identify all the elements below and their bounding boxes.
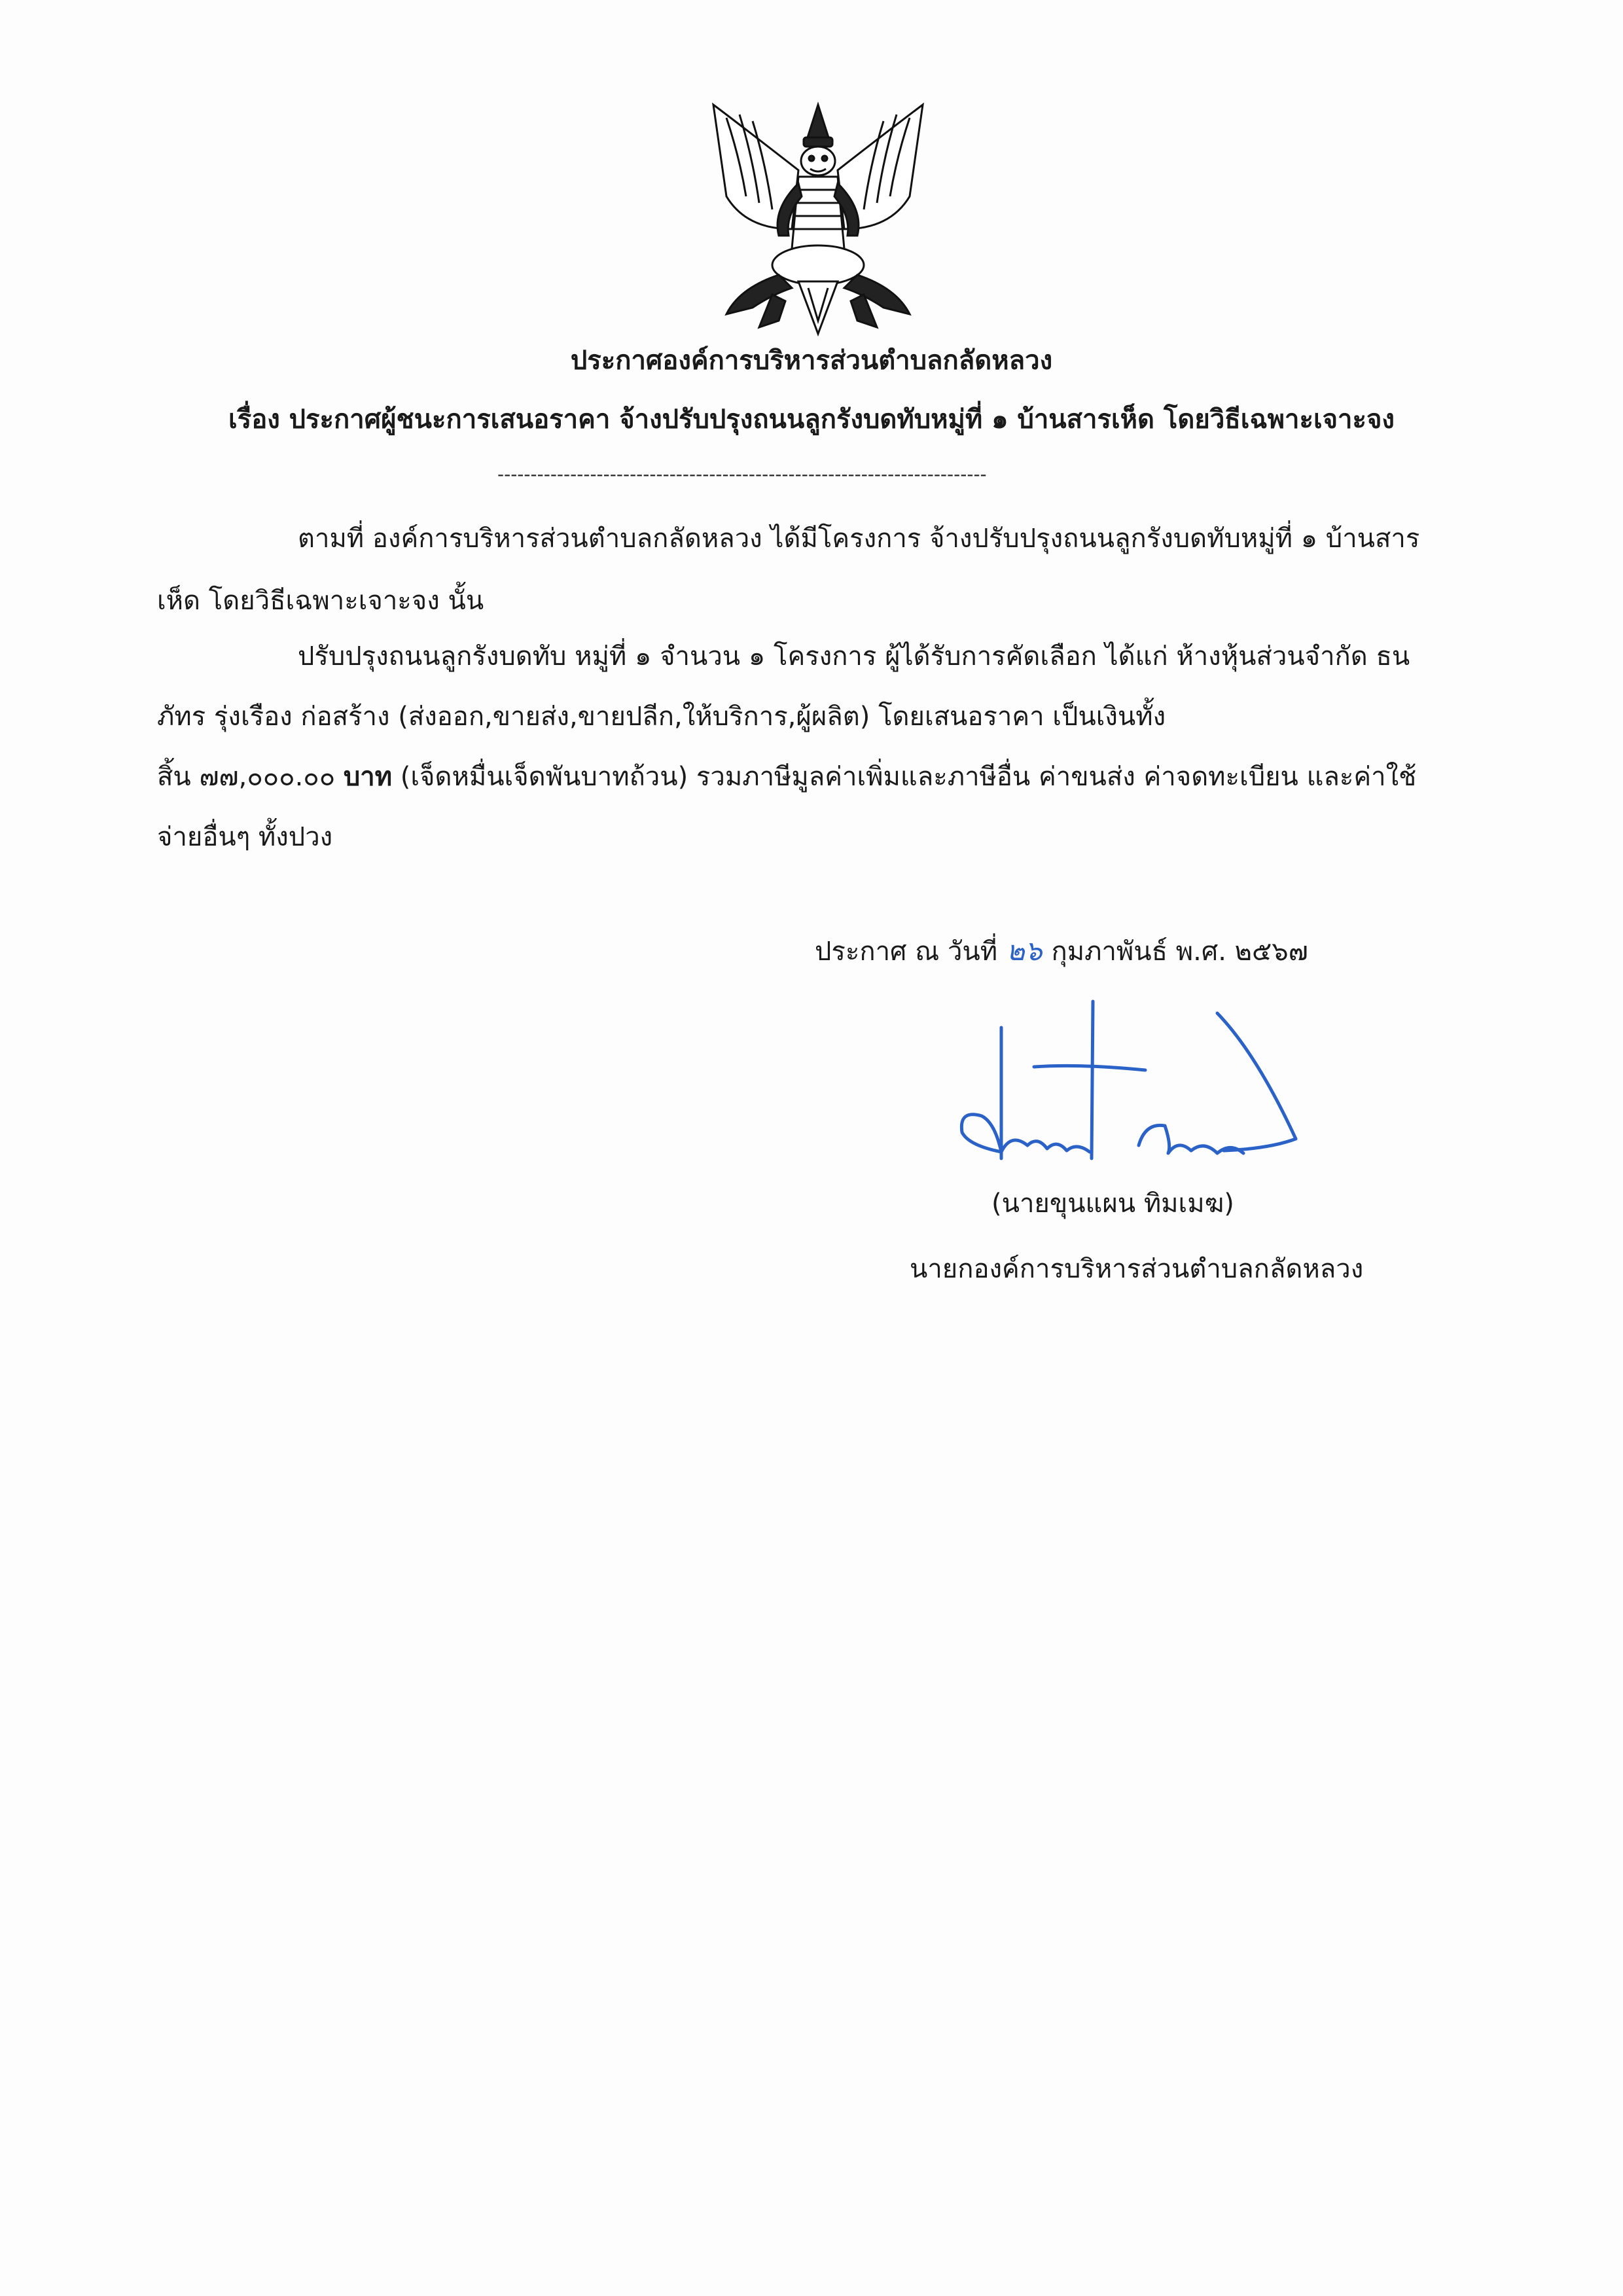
document-title: ประกาศองค์การบริหารส่วนตำบลกลัดหลวง (570, 346, 1053, 376)
document-subject: เรื่อง ประกาศผู้ชนะการเสนอราคา จ้างปรับปรุงถนนลูกรังบดทับหมู่ที่ ๑ บ้านสารเห็ด โดยวิธีเฉพาะเจาะจง (228, 404, 1395, 435)
signer-position: นายกองค์การบริหารส่วนตำบลกลัดหลวง (910, 1254, 1364, 1284)
announce-month-year: กุมภาพันธ์ พ.ศ. ๒๕๖๗ (1051, 937, 1308, 967)
paragraph-1-line-1: ตามที่ องค์การบริหารส่วนตำบลกลัดหลวง ได้มีโครงการ จ้างปรับปรุงถนนลูกรังบดทับหมู่ที่ ๑ บ้านสาร (298, 524, 1420, 554)
announcement-date (815, 929, 1308, 973)
paragraph-2-line-2: ภัทร รุ่งเรือง ก่อสร้าง (ส่งออก,ขายส่ง,ขายปลีก,ให้บริการ,ผู้ผลิต) โดยเสนอราคา เป็นเงินทั้ง (157, 702, 1166, 732)
announce-prefix: ประกาศ ณ วันที่ (815, 937, 998, 967)
paragraph-2-line-3 (157, 755, 1416, 797)
paragraph-2-line-1: ปรับปรุงถนนลูกรังบดทับ หมู่ที่ ๑ จำนวน ๑ โครงการ ผู้ได้รับการคัดเลือก ได้แก่ ห้างหุ้นส่วนจำกัด ธน (298, 641, 1410, 672)
handwritten-day: ๒๖ (1007, 935, 1043, 967)
signature-icon (929, 982, 1322, 1178)
paragraph-1-line-2: เห็ด โดยวิธีเฉพาะเจาะจง นั้น (157, 586, 484, 616)
currency-text: บาท (343, 762, 393, 792)
garuda-emblem-icon (700, 98, 936, 340)
signer-name: (นายขุนแผน ทิมเมฆ) (991, 1189, 1234, 1219)
paragraph-2-line-4: จ่ายอื่นๆ ทั้งปวง (157, 822, 333, 852)
separator-line: -------------------------------------------------------------------------- (497, 463, 987, 485)
amount-text: สิ้น ๗๗,๐๐๐.๐๐ (157, 762, 344, 792)
amount-detail-text: (เจ็ดหมื่นเจ็ดพันบาทถ้วน) รวมภาษีมูลค่าเพิ่มและภาษีอื่น ค่าขนส่ง ค่าจดทะเบียน และค่าใช้ (392, 762, 1417, 792)
